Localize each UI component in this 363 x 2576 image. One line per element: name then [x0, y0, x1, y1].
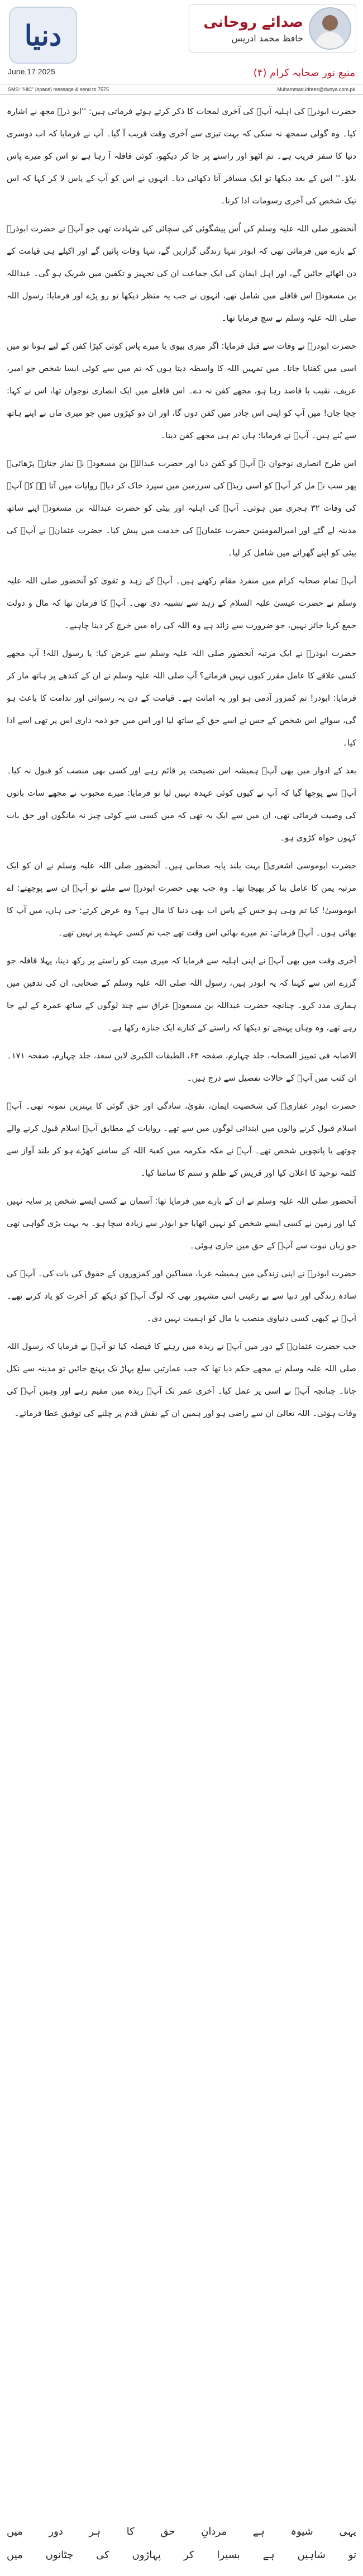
avatar-head	[322, 15, 338, 31]
paragraph: حضرت ابوذرؓ نے وفات سے قبل فرمایا: اگر میری بیوی یا میرے پاس کوئی کپڑا کفن کے لیے ہوتا تو میں اسی میں کفنایا جاتا۔ میں تمہیں اللہ کا واسطہ دیتا ہوں کہ تم میں سے کوئی ایسا شخص جو امیر، عریف، نقیب یا قاصد رہا ہو، مجھے کفن نہ دے۔ اس قافلے میں ایک انصاری نوجوان تھا، اس نے کہا: چچا جان! میں آپ کو اپنی اس چادر میں کفن دوں گا، اور ان دو کپڑوں میں جو میری ماں نے اپنے ہاتھ سے بُنے ہیں۔ آپؓ نے فرمایا: ہاں تم ہی مجھے کفن دینا۔	[7, 341, 356, 440]
paragraph: آنحضور صلی اللہ علیہ وسلم نے ان کے بارے میں فرمایا تھا: آسمان نے کسی ایسے شخص پر سایہ نہیں کیا اور زمین نے کسی ایسے شخص کو نہیں اٹھایا جو ابوذر سے زیادہ سچا ہو۔ یہ بہت بڑی گواہی تھی جو زبان نبوت سے آپؓ کے حق میں جاری ہوئی۔	[7, 1196, 356, 1251]
article-headline: منبع نور صحابہ کرام (۴)	[253, 67, 355, 79]
columnist-banner	[189, 4, 356, 53]
author-name: حافظ محمد ادریس	[231, 32, 303, 44]
article-body	[7, 101, 356, 2515]
paragraph: اس طرح انصاری نوجوان نے آپؓ کو کفن دیا اور حضرت عبداللہ بن مسعودؓ نے نماز جنازہ پڑھائی۔ پھر سب نے مل کر آپؓ کو اسی ربذہ کی سرزمین میں سپرد خاک کر دیا۔ روایات میں آتا ہے کہ آپؓ کی وفات ۳۲ ہجری میں ہوئی۔ آپؓ کی اہلیہ اور بیٹی کو حضرت عبداللہ بن مسعودؓ اپنے ساتھ مدینہ لے گئے اور امیرالمومنین حضرت عثمانؓ کی خدمت میں پیش کیا۔ حضرت عثمانؓ نے آپؓ کی بیٹی کو اپنے گھرانے میں شامل کر لیا۔	[7, 459, 356, 558]
paragraph: حضرت ابوذر غفاریؓ کی شخصیت ایمان، تقویٰ، سادگی اور حق گوئی کا بہترین نمونہ تھی۔ آپؓ اسلام قبول کرنے والوں میں ابتدائی لوگوں میں سے تھے۔ روایات کے مطابق آپؓ اسلام قبول کرنے والے چوتھے یا پانچویں شخص تھے۔ آپؓ نے مکہ مکرمہ میں کعبۃ اللہ کے سامنے کھڑے ہو کر بلند آواز سے کلمہ توحید کا اعلان کیا اور قریش کے ظلم و ستم کا سامنا کیا۔	[7, 1101, 356, 1178]
paragraph: آپؓ تمام صحابہ کرام میں منفرد مقام رکھتے ہیں۔ آپؓ کے زہد و تقویٰ کو آنحضور صلی اللہ علیہ وسلم نے حضرت عیسیٰ علیہ السلام کے زہد سے تشبیہ دی تھی۔ آپؓ کا فرمان تھا کہ مال و دولت جمع کرنا جائز نہیں، جو ضرورت سے زائد ہے وہ اللہ کی راہ میں خرچ کر دینا چاہیے۔	[7, 576, 356, 630]
paragraph: حضرت ابوذرؓ نے ایک مرتبہ آنحضور صلی اللہ علیہ وسلم سے عرض کیا: یا رسول اللہ! آپ مجھے کسی علاقے کا عامل مقرر کیوں نہیں فرماتے؟ آپ صلی اللہ علیہ وسلم نے ان کے کندھے پر ہاتھ مار کر فرمایا: ابوذر! تم کمزور آدمی ہو اور یہ امانت ہے۔ قیامت کے دن یہ رسوائی اور ندامت کا باعث ہو گی، سوائے اس شخص کے جس نے اسے حق کے ساتھ لیا اور اس میں جو ذمہ داری اس پر تھی اسے ادا کیا۔	[7, 649, 356, 748]
paragraph: بعد کے ادوار میں بھی آپؓ ہمیشہ اس نصیحت پر قائم رہے اور کسی بھی منصب کو قبول نہ کیا۔ آپؓ سے پوچھا گیا کہ آپ نے کیوں کوئی عہدہ نہیں لیا تو فرمایا: میرے محبوب نے مجھے سات باتوں کی وصیت فرمائی تھی، ان میں سے ایک یہ تھی کہ میں کسی سے کوئی چیز نہ مانگوں اور حق بات کہوں خواہ کڑوی ہو۔	[7, 766, 356, 843]
author-avatar	[309, 7, 351, 50]
paragraph: الاصابہ فی تمییز الصحابہ، جلد چہارم، صفحہ ۶۴، الطبقات الکبریٰ لابن سعد، جلد چہارم، صفحہ ۱۷۱۔ ان کتب میں آپؓ کے حالات تفصیل سے درج ہیں۔	[7, 1051, 356, 1083]
poem-line: یہی شیوہ ہے مردانِ حق کا ہر دور میں	[7, 2526, 356, 2537]
paragraph: حضرت ابوموسیٰ اشعریؓ بہت بلند پایہ صحابی ہیں۔ آنحضور صلی اللہ علیہ وسلم نے ان کو ایک مرتبہ یمن کا عامل بنا کر بھیجا تھا۔ وہ جب بھی حضرت ابوذرؓ سے ملتے تو آپؓ ان سے پوچھتے: اے ابوموسیٰ! کیا تم وہی ہو جس کے پاس اب بھی دنیا کا مال ہے؟ وہ عرض کرتے: جی ہاں، میں آپ کا بھائی ہوں۔ آپؓ فرماتے: تم میرے بھائی اس وقت تھے جب تم کسی عہدے پر نہیں تھے۔	[7, 861, 356, 938]
logo-text: دنیا	[9, 7, 77, 64]
poem-line: تو شاہیں ہے بسیرا کر پہاڑوں کی چٹانوں میں	[7, 2549, 356, 2561]
avatar-body	[316, 32, 345, 50]
paragraph: جب حضرت عثمانؓ کے دور میں آپؓ نے ربذہ میں رہنے کا فیصلہ کیا تو آپؓ نے فرمایا کہ رسول اللہ صلی اللہ علیہ وسلم نے مجھے حکم دیا تھا کہ جب عمارتیں سلع پہاڑ تک پہنچ جائیں تو مدینہ سے نکل جانا۔ چنانچہ آپؓ نے اسی پر عمل کیا۔ آخری عمر تک آپؓ ربذہ میں مقیم رہے اور وہیں آپؓ کی وفات ہوئی۔ اللہ تعالیٰ ان سے راضی ہو اور ہمیں ان کے نقش قدم پر چلنے کی توفیق عطا فرمائے۔	[7, 1342, 356, 1418]
sms-bar	[0, 84, 363, 95]
paragraph: حضرت ابوذرؓ کی اہلیہ آپؓ کی آخری لمحات کا ذکر کرتے ہوئے فرماتی ہیں: ''ابو ذرؓ مجھ نے اشارہ کیا۔ وہ گولی سمجھ نہ سکی کہ بہت تیزی سے آخری وقت قریب آ گیا۔ آپ نے فرمایا کہ اب دوسری دنیا کا سفر قریب ہے۔ تم اٹھو اور راستے پر جا کر دیکھو، کوئی قافلہ آ رہا ہے تو اس کو میرے پاس بلاؤ۔'' اس کے بعد دیکھا تو ایک مسافر آتا دکھائی دیا۔ انہوں نے اس کو آپ کے پاس لا کر کہا کہ اس نیک شخص کی آخری رسومات ادا کرنا۔	[7, 107, 356, 206]
column-title: صدائے روحانی	[203, 13, 303, 31]
publish-date: June,17 2025	[8, 67, 55, 76]
newspaper-logo[interactable]	[7, 4, 79, 66]
author-email[interactable]: Muhammad.idrees@dunya.com.pk	[277, 87, 355, 92]
paragraph: آخری وقت میں بھی آپؓ نے اپنی اہلیہ سے فرمایا کہ میری میت کو راستے پر رکھ دینا، پہلا قافلہ جو گزرے اس سے کہنا کہ یہ ابوذر ہیں، رسول اللہ صلی اللہ علیہ وسلم کے صحابی، ان کی تدفین میں ہماری مدد کرو۔ چنانچہ حضرت عبداللہ بن مسعودؓ عراق سے چند لوگوں کے ساتھ عمرہ کے لیے جا رہے تھے، وہ وہاں پہنچے تو دیکھا کہ راستے کے کنارے ایک جنازہ رکھا ہے۔	[7, 956, 356, 1033]
columnist-names	[203, 14, 303, 44]
paragraph: حضرت ابوذرؓ نے اپنی زندگی میں ہمیشہ غربا، مساکین اور کمزوروں کے حقوق کی بات کی۔ آپؓ کی سادہ زندگی اور دنیا سے بے رغبتی اتنی مشہور تھی کہ لوگ آپؓ کو دیکھ کر آخرت کو یاد کرتے تھے۔ آپؓ نے کبھی کسی دنیاوی منصب یا مال کو اہمیت نہیں دی۔	[7, 1269, 356, 1323]
sms-info: SMS: "HIC" (space) message & send to 7575	[8, 87, 109, 92]
closing-poem	[7, 2520, 356, 2570]
paragraph: آنحضور صلی اللہ علیہ وسلم کی اُس پیشگوئی کی سچائی کی شہادت تھی جو آپؐ نے حضرت ابوذرؓ کے بارے میں فرمائی تھی کہ ابوذر تنہا زندگی گزاریں گے، تنہا وفات پائیں گے اور اکیلے ہی قیامت کے دن اٹھائے جائیں گے، اور اہل ایمان کی ایک جماعت ان کی تجہیز و تکفین میں شریک ہو گی۔ عبداللہ بن مسعودؓ اس قافلے میں شامل تھے، انہوں نے جب یہ منظر دیکھا تو رو پڑے اور فرمایا: رسول اللہ صلی اللہ علیہ وسلم نے سچ فرمایا تھا۔	[7, 224, 356, 323]
column-header	[0, 0, 363, 95]
